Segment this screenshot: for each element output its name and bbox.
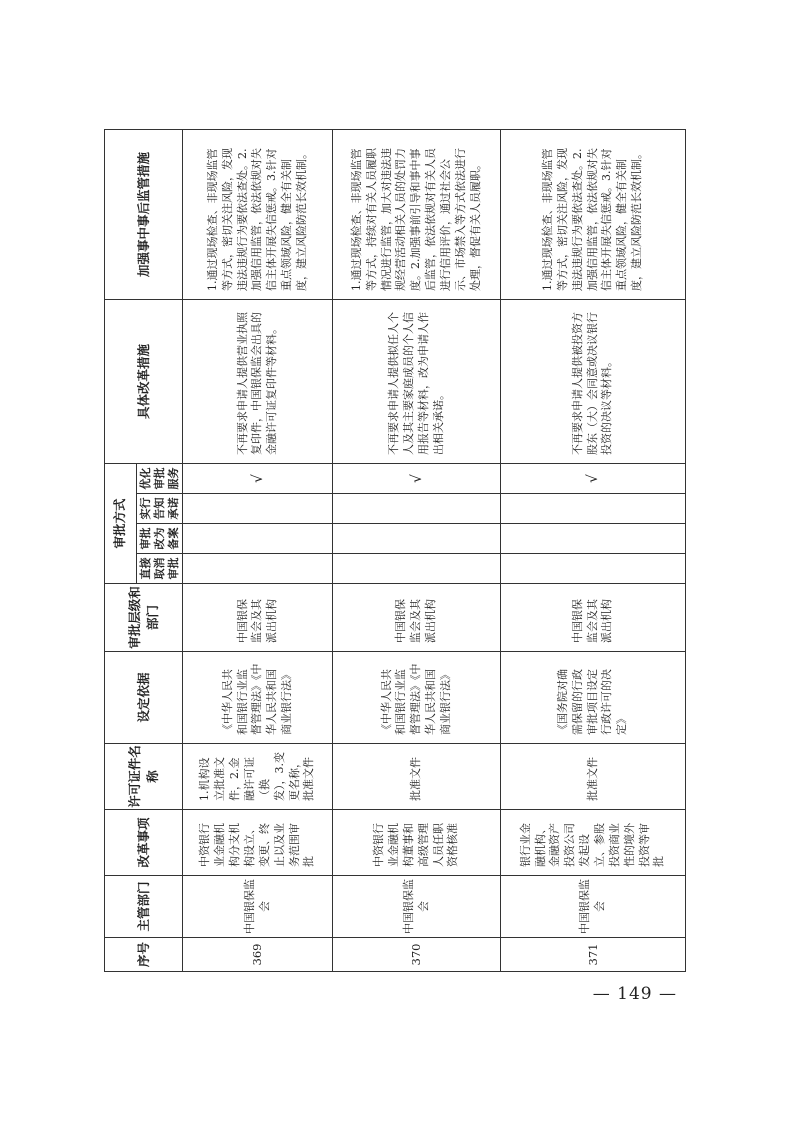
row-mode-cancel (183, 554, 333, 584)
header-measures: 具体改革措施 (105, 299, 183, 463)
row-mode-optimize-check: √ (183, 463, 333, 493)
row-mode-optimize-check: √ (500, 463, 685, 493)
row-license: 批准文件 (333, 744, 501, 810)
table-row (500, 129, 685, 971)
row-basis: 《中华人民共和国银行业监督管理法》《中华人民共和国商业银行法》 (333, 652, 501, 744)
row-level: 中国银保监会及其派出机构 (183, 584, 333, 652)
header-mode-notify: 实行告知承诺 (137, 494, 183, 524)
header-mode-optimize: 优化审批服务 (137, 463, 183, 493)
header-supervision: 加强事中事后监管措施 (105, 129, 183, 299)
row-mode-optimize-check: √ (333, 463, 501, 493)
row-mode-cancel (500, 554, 685, 584)
row-dept: 中国银保监会 (183, 876, 333, 938)
page-number: 149 (617, 984, 653, 1004)
row-supervision: 1.通过现场检查、非现场监管等方式，持续对有关人员履职情况进行监管，加大对违法违规经营活动相关人员的处罚力度。2.加强事前引导和事中事后监管，依法依规对有关人员进行信用评价，通过社会公示、市场禁入等方式依法进行处理，督促有关人员履职。 (333, 129, 501, 299)
header-basis: 设定依据 (105, 652, 183, 744)
table-row (333, 129, 501, 971)
row-mode-cancel (333, 554, 501, 584)
row-item: 中资银行业金融机构分支机构设立、变更、终止以及业务范围审批 (183, 810, 333, 876)
row-item: 银行业金融机构、金融资产投资公司发起设立、参股投资商业性的境外投资等审批 (500, 810, 685, 876)
rotated-table-page (104, 130, 686, 972)
header-mode-filing: 审批改为备案 (137, 524, 183, 554)
row-license: 1.机构设立批准文件，2.金融许可证（换发），3.变更名称，批准文件 (183, 744, 333, 810)
row-level: 中国银保监会及其派出机构 (500, 584, 685, 652)
row-seq: 369 (183, 938, 333, 972)
row-seq: 370 (333, 938, 501, 972)
row-mode-notify (183, 494, 333, 524)
header-approval-mode: 审批方式 (105, 463, 137, 583)
row-supervision: 1.通过现场检查、非现场监管等方式，密切关注风险，发现违法违规行为要依法查处。2.加强信用监管，依法依规对失信主体开展失信惩戒。3.针对重点领域风险，健全有关制度，建立风险防范长效机制。 (500, 129, 685, 299)
row-seq: 371 (500, 938, 685, 972)
row-mode-notify (500, 494, 685, 524)
row-dept: 中国银保监会 (333, 876, 501, 938)
header-license: 许可证件名称 (105, 744, 183, 810)
row-measures: 不再要求申请人提供营业执照复印件，中国银保监会出具的金融许可证复印件等材料。 (183, 299, 333, 463)
row-measures: 不再要求申请人提供拟任人个人及其主要家庭成员的个人信用报告等材料，改为申请人作出相关承诺。 (333, 299, 501, 463)
row-basis: 《中华人民共和国银行业监督管理法》《中华人民共和国商业银行法》 (183, 652, 333, 744)
row-mode-filing (500, 524, 685, 554)
table-row (183, 129, 333, 971)
row-license: 批准文件 (500, 744, 685, 810)
header-dept: 主管部门 (105, 876, 183, 938)
page-number-footer: — 149 — (592, 984, 677, 1004)
header-item: 改革事项 (105, 810, 183, 876)
header-mode-cancel: 直接取消审批 (137, 554, 183, 584)
row-measures: 不再要求申请人提供被投资方股东（大）会同意或决议银行投资的决议等材料。 (500, 299, 685, 463)
row-mode-filing (333, 524, 501, 554)
header-seq: 序号 (105, 938, 183, 972)
row-supervision: 1.通过现场检查、非现场监管等方式，密切关注风险，发现违法违规行为要依法查处。2.加强信用监管，依法依规对失信主体开展失信惩戒。3.针对重点领域风险，健全有关制度，建立风险防范长效机制。 (183, 129, 333, 299)
header-level: 审批层级和部门 (105, 584, 183, 652)
row-mode-notify (333, 494, 501, 524)
row-mode-filing (183, 524, 333, 554)
header-row (105, 129, 137, 971)
row-item: 中资银行业金融机构董事和高级管理人员任职资格核准 (333, 810, 501, 876)
row-basis: 《国务院对确需保留的行政审批项目设定行政许可的决定》 (500, 652, 685, 744)
row-dept: 中国银保监会 (500, 876, 685, 938)
row-level: 中国银保监会及其派出机构 (333, 584, 501, 652)
reform-items-table (104, 129, 686, 972)
